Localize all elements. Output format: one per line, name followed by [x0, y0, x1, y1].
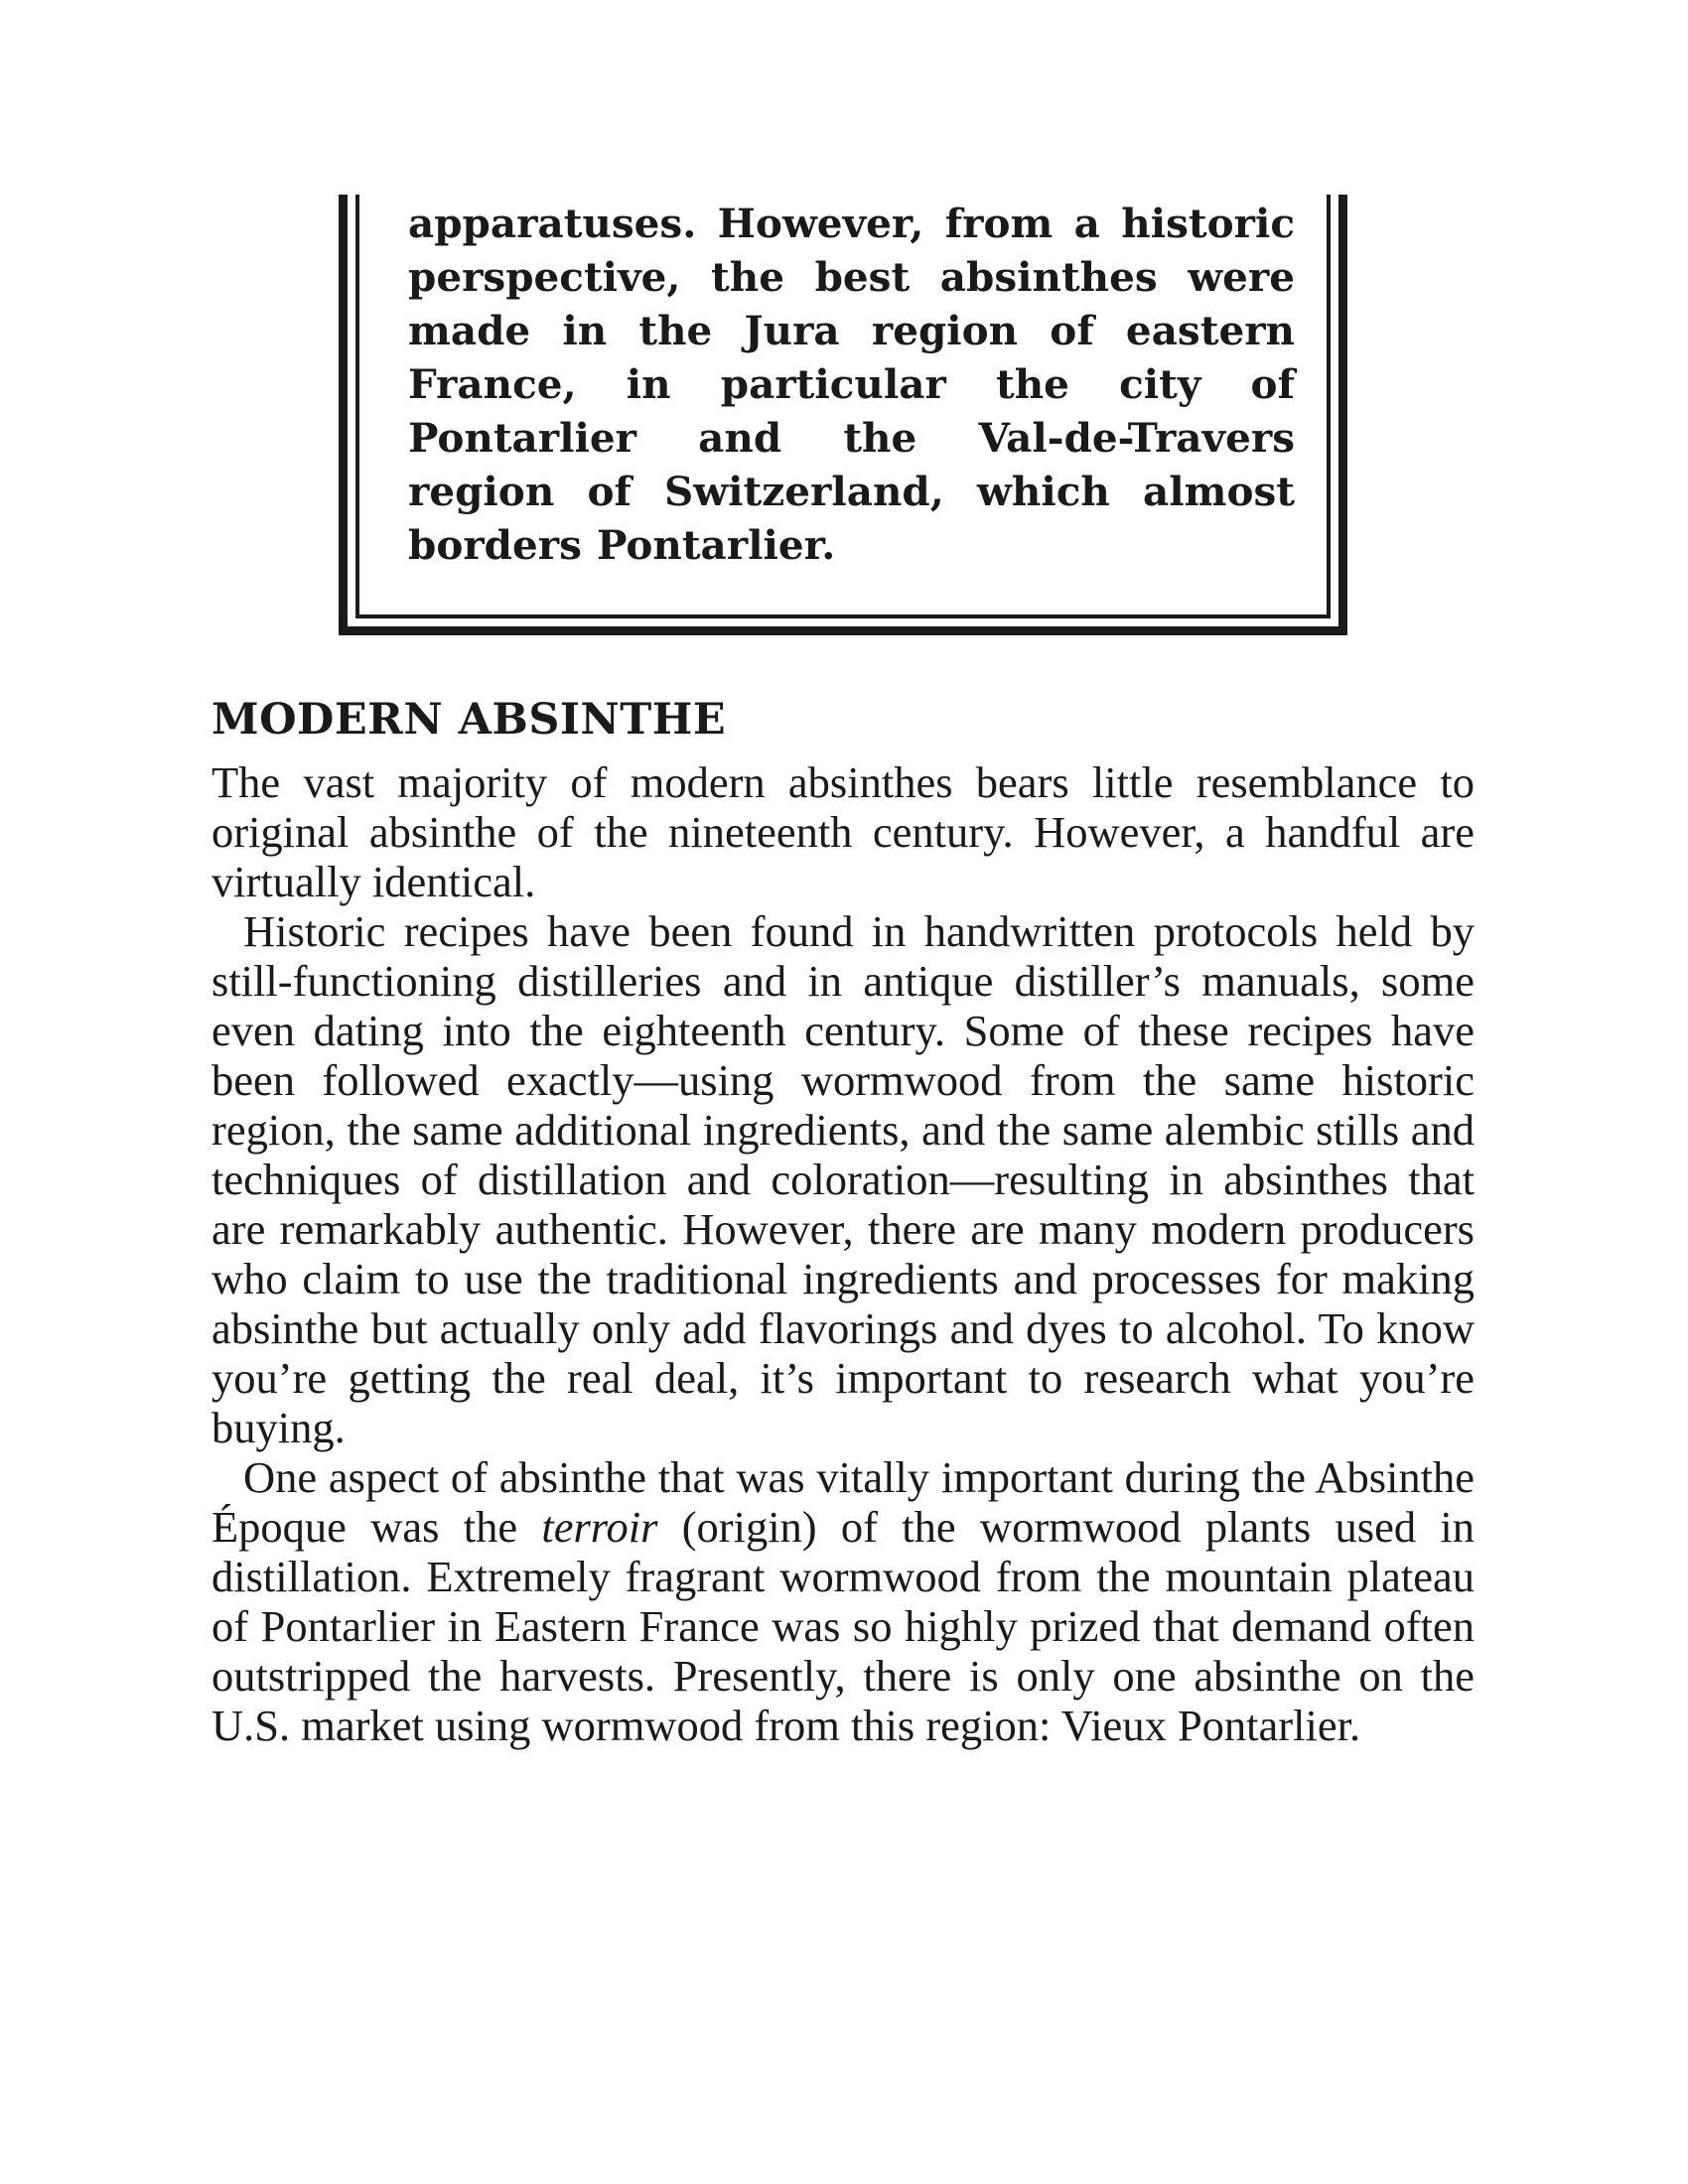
paragraph-3-text-after: (origin) of the wormwood plants used in distillation. Extremely fragrant wormwood from the mountain plateau of Pontarlier in Eastern France was so highly prized that demand often outstripped the harvests. Presently, there is only one absinthe on the U.S. market using wormwood from this region: Vieux Pontarlier. [211, 1502, 1475, 1750]
paragraph-3-text-before: One aspect of absinthe that was vitally important during the Absinthe Époque was the [211, 1452, 1475, 1552]
body-text [211, 757, 1475, 1750]
paragraph-3 [211, 1452, 1475, 1750]
paragraph-2: Historic recipes have been found in handwritten protocols held by still-functioning distilleries and in antique distiller’s manuals, some even dating into the eighteenth century. Some of these recipes have been followed exactly—using wormwood from the same historic region, the same additional ingredients, and the same alembic stills and techniques of distillation and coloration—resulting in absinthes that are remarkably authentic. However, there are many modern producers who claim to use the traditional ingredients and processes for making absinthe but actually only add flavorings and dyes to alcohol. To know you’re getting the real deal, it’s important to research what you’re buying. [211, 906, 1475, 1452]
sidebar-text: apparatuses. However, from a historic perspective, the best absinthes were made in the Jura region of eastern France, in particular the city of Pontarlier and the Val-de-Travers region of Switzerland, which almost borders Pontarlier. [408, 200, 1295, 569]
terroir-italic: terroir [541, 1502, 658, 1552]
sidebar-box [339, 195, 1347, 635]
paragraph-1: The vast majority of modern absinthes bears little resemblance to original absinthe of the nineteenth century. However, a handful are virtually identical. [211, 757, 1475, 906]
section-heading: MODERN ABSINTHE [211, 695, 727, 745]
